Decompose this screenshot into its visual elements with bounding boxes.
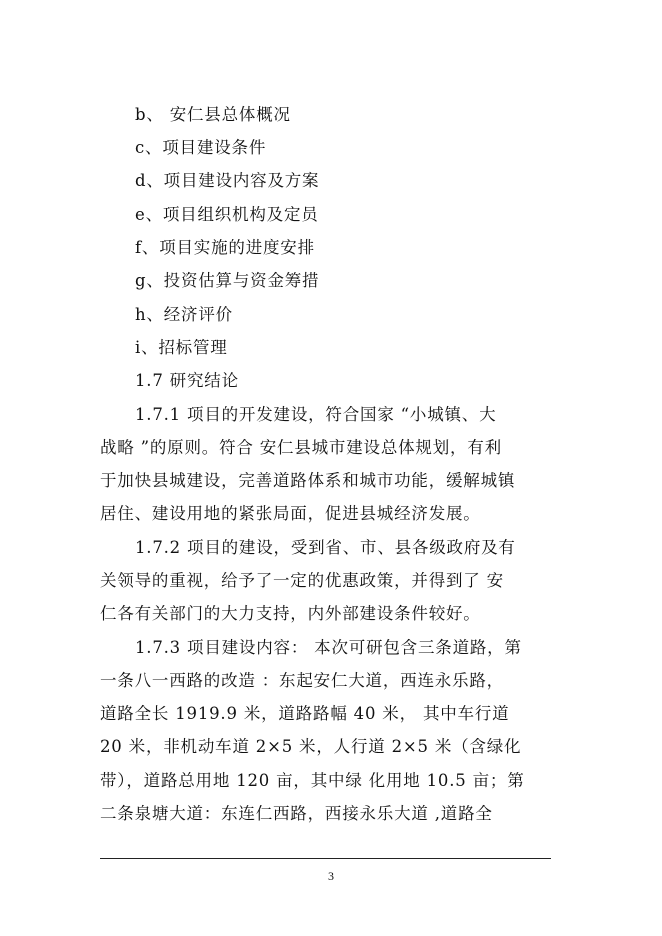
outline-item-g: g、投资估算与资金筹措 [135,271,320,290]
paragraph-1-line: 战略 ”的原则。符合 安仁县城市建设总体规划，有利 [100,438,502,457]
outline-item-i: i、招标管理 [135,338,228,357]
paragraph-3-line: 1.7.3 项目建设内容： 本次可研包含三条道路，第 [135,638,522,657]
outline-item-f: f、项目实施的进度安排 [135,238,315,257]
page-number: 3 [328,869,334,883]
outline-item-d: d、项目建设内容及方案 [135,171,320,190]
paragraph-1-line: 于加快县城建设，完善道路体系和城市功能，缓解城镇 [100,471,516,490]
outline-item-e: e、项目组织机构及定员 [135,205,319,224]
paragraph-3-line: 道路全长 1919.9 米，道路路幅 40 米， 其中车行道 [100,704,510,723]
outline-item-c: c、项目建设条件 [135,138,267,157]
footer-divider [100,858,551,859]
paragraph-3-line: 一条八一西路的改造 ：东起安仁大道，西连永乐路， [100,671,504,690]
outline-item-b: b、 安仁县总体概况 [135,105,291,124]
paragraph-1-line: 居住、建设用地的紧张局面，促进县城经济发展。 [100,504,481,523]
paragraph-3-line: 二条泉塘大道：东连仁西路，西接永乐大道 ,道路全 [100,804,493,823]
paragraph-1-line: 1.7.1 项目的开发建设，符合国家 “小城镇、大 [135,405,497,424]
paragraph-2-line: 仁各有关部门的大力支持，内外部建设条件较好。 [100,604,481,623]
paragraph-3-line: 带），道路总用地 120 亩，其中绿 化用地 10.5 亩；第 [100,771,525,790]
paragraph-2-line: 1.7.2 项目的建设，受到省、市、县各级政府及有 [135,538,516,557]
outline-item-h: h、经济评价 [135,305,233,324]
paragraph-2-line: 关领导的重视，给予了一定的优惠政策，并得到了 安 [100,571,504,590]
paragraph-3-line: 20 米，非机动车道 2×5 米，人行道 2×5 米（含绿化 [100,737,522,756]
section-heading: 1.7 研究结论 [135,371,239,390]
